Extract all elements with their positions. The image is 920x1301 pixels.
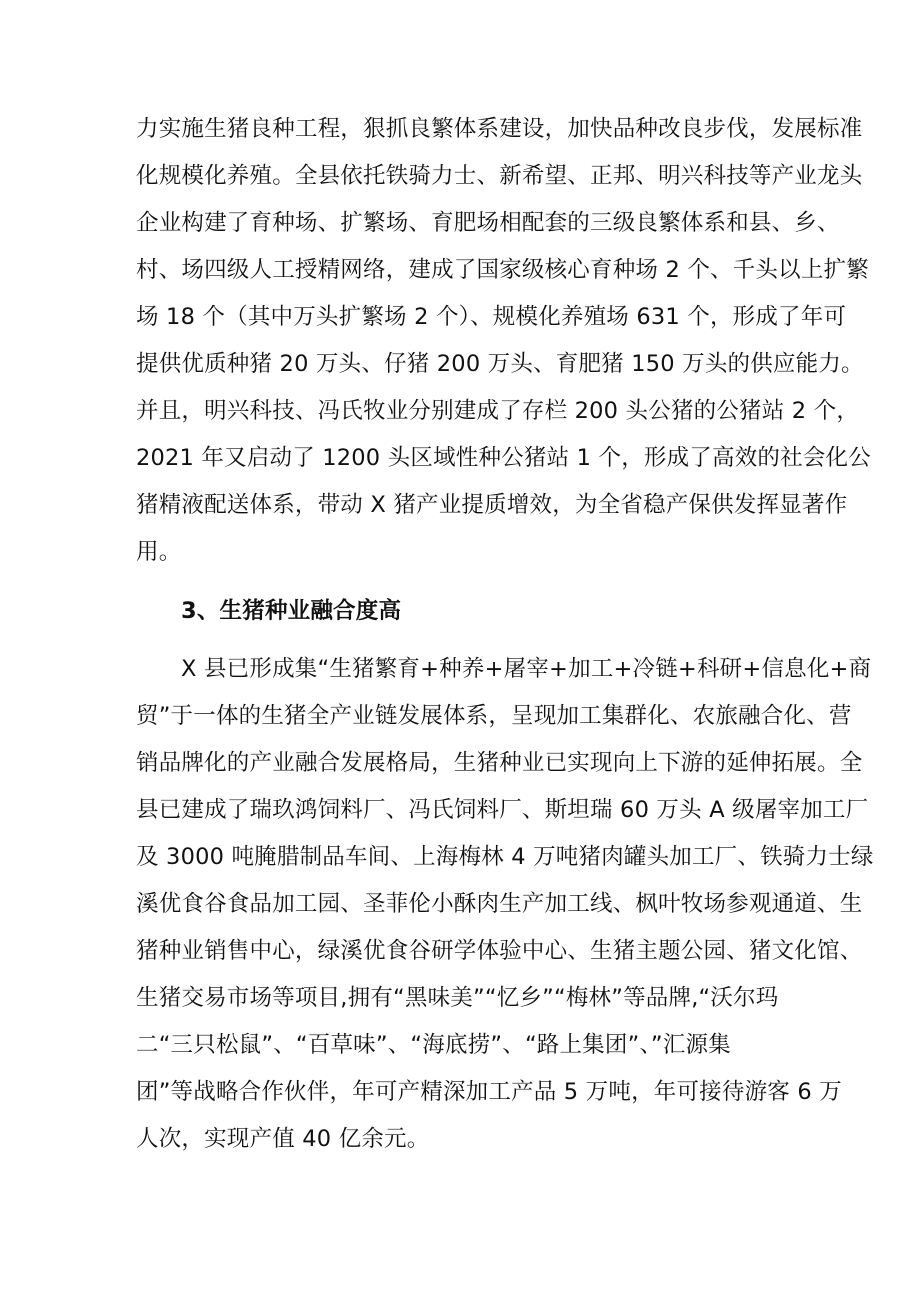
paragraph-2-line-11: 人次，实现产值 40 亿余元。 [136,1126,430,1152]
paragraph-1-line-4: 村、场四级人工授精网络，建成了国家级核心育种场 2 个、千头以上扩繁 [136,257,869,283]
paragraph-2-line-9: 二“三只松鼠”、“百草味”、“海底捞”、“路上集团”、”汇源集 [136,1032,731,1058]
paragraph-1-line-5: 场 18 个（其中万头扩繁场 2 个）、规模化养殖场 631 个，形成了年可 [136,304,847,330]
paragraph-1-line-7: 并且，明兴科技、冯氏牧业分别建成了存栏 200 头公猪的公猪站 2 个， [136,398,860,424]
paragraph-2-line-6: 溪优食谷食品加工园、圣菲伦小酥肉生产加工线、枫叶牧场参观通道、生 [136,891,863,917]
paragraph-1-line-10: 用。 [136,539,182,565]
paragraph-1-line-3: 企业构建了育种场、扩繁场、育肥场相配套的三级良繁体系和县、乡、 [136,210,840,236]
paragraph-2-line-8: 生猪交易市场等项目,拥有“黑味美”“忆乡”“梅林”等品牌,“沃尔玛 [136,985,779,1011]
paragraph-2-line-5: 及 3000 吨腌腊制品车间、上海梅林 4 万吨猪肉罐头加工厂、铁骑力士绿 [136,844,874,870]
paragraph-1-line-6: 提供优质种猪 20 万头、仔猪 200 万头、育肥猪 150 万头的供应能力。 [136,351,864,377]
paragraph-2-line-7: 猪种业销售中心，绿溪优食谷研学体验中心、生猪主题公园、猪文化馆、 [136,938,863,964]
section-heading-3: 3、生猪种业融合度高 [181,598,402,624]
paragraph-1-line-2: 化规模化养殖。全县依托铁骑力士、新希望、正邦、明兴科技等产业龙头 [136,163,863,189]
paragraph-2-line-2: 贸”于一体的生猪全产业链发展体系，呈现加工集群化、农旅融合化、营 [136,703,852,729]
paragraph-2-line-3: 销品牌化的产业融合发展格局，生猪种业已实现向上下游的延伸拓展。全 [136,750,863,776]
paragraph-1-line-9: 猪精液配送体系，带动 X 猪产业提质增效，为全省稳产保供发挥显著作 [136,492,848,518]
paragraph-2-line-10: 团”等战略合作伙伴，年可产精深加工产品 5 万吨，年可接待游客 6 万 [136,1079,842,1105]
paragraph-2-line-1: X 县已形成集“生猪繁育+种养+屠宰+加工+冷链+科研+信息化+商 [181,656,872,682]
paragraph-1-line-1: 力实施生猪良种工程，狠抓良繁体系建设，加快品种改良步伐，发展标准 [136,116,863,142]
paragraph-2-line-4: 县已建成了瑞玖鸿饲料厂、冯氏饲料厂、斯坦瑞 60 万头 A 级屠宰加工厂 [136,797,869,823]
paragraph-1-line-8: 2021 年又启动了 1200 头区域性种公猪站 1 个，形成了高效的社会化公 [136,445,871,471]
